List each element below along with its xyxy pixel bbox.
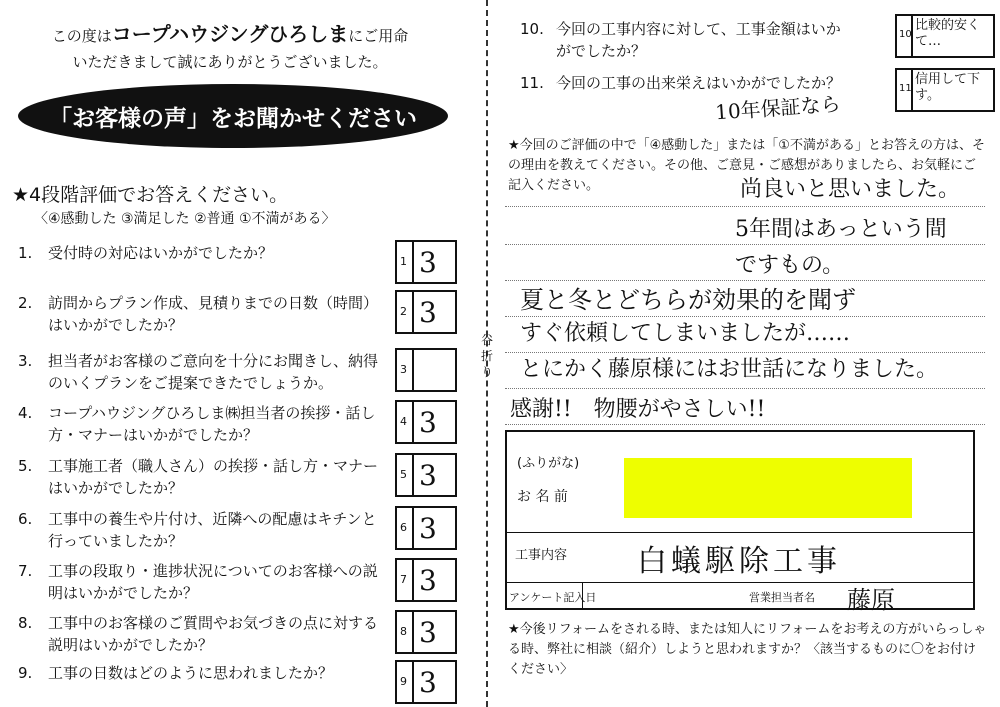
answer-box-8[interactable] [395,610,457,654]
answer-box-number: 1 [400,255,407,268]
question-text: 工事施工者（職人さん）の挨拶・話し方・マナーはいかがでしたか？ [48,457,379,497]
question-text: 訪問からプラン作成、見積りまでの日数（時間）はいかがでしたか？ [48,294,379,334]
answer-box-3[interactable] [395,348,457,392]
answer-box-number: 10 [899,29,912,40]
brand-name-2: ひろしま [268,22,349,46]
question-2 [18,292,393,336]
question-number: 6. [18,510,33,528]
question-number: 1. [18,244,33,262]
rating-scale: 〈④感動した ③満足した ②普通 ①不満がある〉 [34,211,336,227]
question-1 [18,242,393,264]
question-number: 9. [18,664,33,682]
answer-box-10[interactable] [895,14,995,58]
handwritten-answer: 3 [419,512,437,545]
question-text: 担当者がお客様のご意向を十分にお聞きし、納得のいくプランをご提案できたでしょうか。 [48,352,379,392]
work-value[interactable]: 白蟻駆除工事 [637,544,841,579]
question-number: 11. [520,74,544,92]
question-8 [18,612,393,656]
question-number: 7. [18,562,33,580]
answer-box-number: 3 [400,363,407,376]
answer-box-11[interactable] [895,68,995,112]
intro-post: にご用命 [348,27,409,45]
question-number: 2. [18,294,33,312]
answer-box-5[interactable] [395,453,457,497]
answer-box-4[interactable] [395,400,457,444]
answer-box-number: 8 [400,625,407,638]
question-5 [18,455,393,499]
question-text: 受付時の対応はいかがでしたか？ [48,244,274,262]
handwritten-answer: 3 [419,459,437,492]
answer-box-number: 9 [400,675,407,688]
answer-box-1[interactable] [395,240,457,284]
intro-line-2: いただきまして誠にありがとうございました。 [72,53,388,71]
question-3 [18,350,393,394]
handwritten-comment-line: すぐ依頼してしまいましたが…… [520,321,851,346]
answer-box-6[interactable] [395,506,457,550]
furigana-label: (ふりがな) [517,456,580,471]
intro-pre: この度は [51,27,112,45]
reason-prompt: ★今回のご評価の中で「④感動した」または「①不満がある」とお答えの方は、その理由を教えてください。その他、ご意見・ご感想がありましたら、お気軽にご記入ください。 [508,138,985,193]
question-text: 今回の工事の出来栄えはいかがでしたか？ [556,74,842,92]
comment-rule [505,388,985,389]
answer-box-number: 5 [400,468,407,481]
brand-name-1: コープハウジング [111,22,269,46]
handwritten-comment-line: ですもの。 [735,253,845,278]
comment-rule [505,244,985,245]
handwritten-comment-line: とにかく藤原様にはお世話になりました。 [520,357,939,382]
title-banner: 「お客様の声」をお聞かせください [18,84,448,148]
answer-box-7[interactable] [395,558,457,602]
work-label: 工事内容 [515,548,568,563]
date-label: アンケート記入日 [509,591,597,604]
handwritten-answer: 3 [419,616,437,649]
staff-value[interactable]: 藤原 [847,586,895,614]
fold-label: 谷折り [480,333,493,379]
question-9 [18,662,393,684]
question-number: 4. [18,404,33,422]
question-text: コープハウジングひろしま㈱担当者の挨拶・話し方・マナーはいかがでしたか？ [48,404,376,444]
answer-box-2[interactable] [395,290,457,334]
question-4 [18,402,393,446]
handwritten-comment-line: 5年間はあっという間 [735,217,947,242]
answer-box-9[interactable] [395,660,457,704]
handwritten-answer: 比較的安くて… [915,18,981,49]
handwritten-answer: 3 [419,246,437,279]
answer-box-number: 4 [400,415,407,428]
rating-heading: ★4段階評価でお答えください。 [12,184,289,206]
comment-rule [505,206,985,207]
name-label: お 名 前 [517,489,568,505]
question-text: 工事の日数はどのように思われましたか？ [48,664,334,682]
staff-label: 営業担当者名 [749,591,815,604]
question-number: 5. [18,457,33,475]
question-number: 8. [18,614,33,632]
handwritten-answer: 3 [419,296,437,329]
redacted-name-highlight [624,458,912,518]
question-6 [18,508,393,552]
question-7 [18,560,393,604]
question-text-2: がでしたか？ [556,42,647,60]
handwritten-note-warranty: 10年保証なら [714,91,842,125]
question-text: 工事の段取り・進捗状況についてのお客様への説明はいかがでしたか？ [48,562,378,602]
handwritten-answer: 3 [419,406,437,439]
answer-box-number: 11 [899,83,912,94]
question-text: 工事中のお客様のご質問やお気づきの点に対する説明はいかがでしたか？ [48,614,379,654]
question-number: 10. [520,20,544,38]
answer-box-number: 2 [400,305,407,318]
referral-note: ★今後リフォームをされる時、または知人にリフォームをお考えの方がいらっしゃる時、弊社に相談（紹介）しようと思われますか？〈該当するものに〇をお付けください〉 [508,622,987,677]
handwritten-comment-line: 夏と冬とどちらが効果的を聞ず [520,286,856,314]
handwritten-answer: 信用して下す。 [915,72,981,103]
handwritten-answer: 3 [419,564,437,597]
intro-line-1 [20,22,440,48]
question-text: 工事中の養生や片付け、近隣への配慮はキチンと行っていましたか？ [48,510,377,550]
customer-info-form [505,430,975,614]
answer-box-number: 6 [400,521,407,534]
handwritten-comment-line: 尚良いと思いました。 [740,177,961,202]
answer-box-number: 7 [400,573,407,586]
handwritten-comment-line: 感謝!! 物腰がやさしい!! [510,397,766,422]
handwritten-answer: 3 [419,666,437,699]
question-number: 3. [18,352,33,370]
question-10 [520,18,841,62]
comment-rule [505,424,985,425]
question-text: 今回の工事内容に対して、工事金額はいか [556,20,841,38]
